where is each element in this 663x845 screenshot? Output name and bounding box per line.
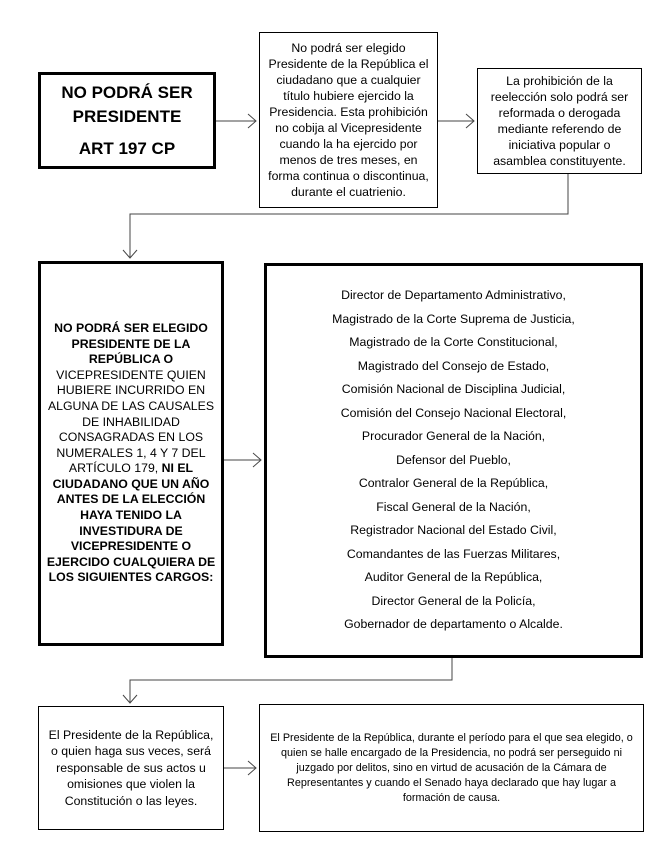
position-item: Procurador General de la Nación,	[361, 429, 546, 444]
position-item: Magistrado del Consejo de Estado,	[357, 358, 550, 373]
header-box	[38, 72, 216, 169]
responsibility-box	[38, 706, 224, 830]
position-item: Comisión del Consejo Nacional Electoral,	[340, 405, 567, 420]
position-item: Contralor General de la República,	[358, 476, 549, 491]
ineligibility-text-bold-1: NO PODRÁ SER ELEGIDO PRESIDENTE DE LA REPÚBLICA O	[54, 320, 208, 367]
header-line-1: NO PODRÁ SER	[61, 82, 193, 102]
position-item: Comandantes de las Fuerzas Militares,	[346, 546, 561, 561]
ineligibility-text-bold-2: NI EL CIUDADANO QUE UN AÑO ANTES DE LA ELECCIÓN HAYA TENIDO LA INVESTIDURA DE VICEPRESIDENTE O EJERCIDO CUALQUIERA DE LOS SIGUIENTES CARGOS:	[46, 461, 216, 585]
position-item: Gobernador de departamento o Alcalde.	[344, 617, 563, 632]
ineligibility-box	[38, 261, 224, 646]
rule-box	[259, 32, 438, 208]
position-item: Fiscal General de la Nación,	[376, 499, 531, 514]
position-item: Registrador Nacional del Estado Civil,	[350, 523, 557, 538]
ineligibility-text	[45, 321, 217, 586]
arrow-rule-to-reform	[438, 114, 474, 128]
position-item: Comisión Nacional de Disciplina Judicial,	[341, 382, 566, 397]
positions-box	[264, 263, 643, 658]
positions-list	[332, 284, 575, 637]
position-item: Director General de la Policía,	[371, 593, 536, 608]
reform-box	[477, 68, 642, 174]
arrow-ineligibility-to-positions	[224, 453, 261, 467]
position-item: Magistrado de la Corte Constitucional,	[349, 335, 558, 350]
reform-text: La prohibición de la reelección solo podrá ser reformada o derogada mediante referendo de iniciativa popular o asamblea constituyente.	[490, 74, 629, 168]
position-item: Auditor General de la República,	[364, 570, 543, 585]
header-line-3: ART 197 CP	[78, 138, 176, 158]
ineligibility-text-regular: VICEPRESIDENTE QUIEN HUBIERE INCURRIDO EN ALGUNA DE LAS CAUSALES DE INHABILIDAD CONSAGRADAS EN LOS NUMERALES 1, 4 Y 7 DEL ARTÍCULO 179,	[47, 367, 215, 476]
responsibility-text: El Presidente de la República, o quien haga sus veces, será responsable de sus actos u omisiones que violen la Constitución o las leyes.	[48, 727, 214, 808]
position-item: Magistrado de la Corte Suprema de Justicia,	[332, 311, 575, 326]
prosecution-box	[259, 704, 644, 832]
arrow-responsibility-to-prosecution	[224, 761, 256, 775]
arrow-header-to-rule	[216, 114, 256, 128]
arrow-positions-to-responsibility	[123, 658, 452, 703]
position-item: Defensor del Pueblo,	[396, 452, 511, 467]
prosecution-text: El Presidente de la República, durante el período para el que sea elegido, o quien se halle encargado de la Presidencia, no podrá ser perseguido ni juzgado por delitos, sino en virtud de acusación de la Cámara de Representantes y cuando el Senado haya declarado que hay lugar a formación de causa.	[270, 731, 633, 804]
header-line-2: PRESIDENTE	[72, 106, 182, 126]
position-item: Director de Departamento Administrativo,	[341, 288, 566, 303]
rule-text: No podrá ser elegido Presidente de la República el ciudadano que a cualquier título hubiere ejercido la Presidencia. Esta prohibición no cobija al Vicepresidente cuando la ha ejercido por menos de tres meses, en forma continua o discontinua, durante el cuatrienio.	[268, 41, 429, 199]
